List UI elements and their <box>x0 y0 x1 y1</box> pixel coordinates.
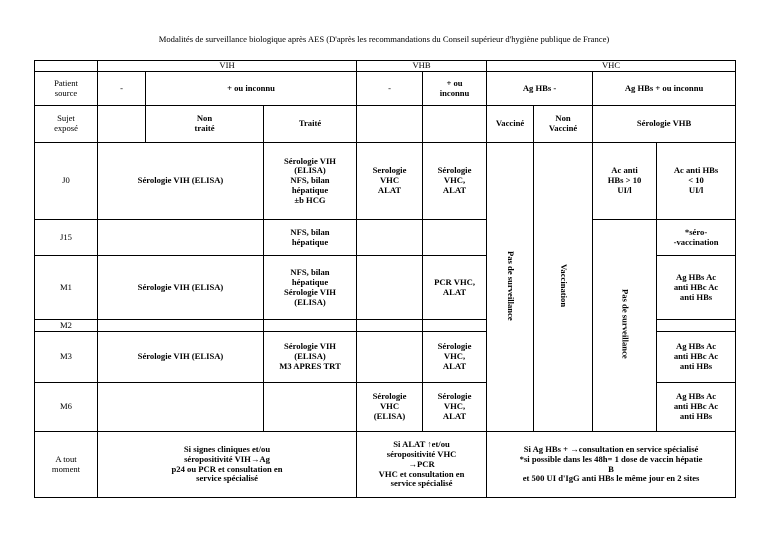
sujet-empty-3 <box>423 106 487 143</box>
sujet-expose-label: Sujet exposé <box>35 106 98 143</box>
j0-vhb-positive: Sérologie VHC, ALAT <box>423 143 487 220</box>
header-vih: VIH <box>98 61 357 72</box>
m1-ac-anti-hbs-inf: Ag HBs Ac anti HBc Ac anti HBs <box>657 256 736 320</box>
j15-vih-traite: NFS, bilan hépatique <box>264 220 357 256</box>
surveillance-table <box>34 60 736 498</box>
row-label-m2: M2 <box>35 320 98 332</box>
m6-vhb-negative: Sérologie VHC (ELISA) <box>357 382 423 431</box>
sujet-empty-1 <box>98 106 146 143</box>
j15-vhb-positive-empty <box>423 220 487 256</box>
m2-vih-empty <box>98 320 264 332</box>
row-label-a-tout-moment: A tout moment <box>35 432 98 498</box>
sujet-traite: Traité <box>264 106 357 143</box>
j0-ac-anti-hbs-inf: Ac anti HBs < 10 UI/l <box>657 143 736 220</box>
row-label-m1: M1 <box>35 256 98 320</box>
j0-vih-serologie: Sérologie VIH (ELISA) <box>98 143 264 220</box>
row-label-j15: J15 <box>35 220 98 256</box>
j15-ac-anti-hbs-inf: *séro- -vaccination <box>657 220 736 256</box>
j0-ac-anti-hbs-sup: Ac anti HBs > 10 UI/l <box>593 143 657 220</box>
tout-vhb-note: Si ALAT ↑et/ou séropositivité VHC →PCR VHC et consultation en service spécialisé <box>357 432 487 498</box>
m2-vhb-positive-empty <box>423 320 487 332</box>
page-title: Modalités de surveillance biologique après AES (D'après les recommandations du Conseil supérieur d'hygiène publique de France) <box>158 34 610 44</box>
vhc-ac-sup-no-surveillance: Pas de surveillance <box>593 220 657 432</box>
sujet-empty-2 <box>357 106 423 143</box>
m3-vhb-positive: Sérologie VHC, ALAT <box>423 332 487 382</box>
m1-vih-serologie: Sérologie VIH (ELISA) <box>98 256 264 320</box>
m3-vih-traite: Sérologie VIH (ELISA) M3 APRES TRT <box>264 332 357 382</box>
row-label-m3: M3 <box>35 332 98 382</box>
j0-vih-traite: Sérologie VIH (ELISA) NFS, bilan hépatique ±b HCG <box>264 143 357 220</box>
j15-vih-empty <box>98 220 264 256</box>
vhc-vaccine-no-surveillance: Pas de surveillance <box>487 143 534 432</box>
m1-vih-traite: NFS, bilan hépatique Sérologie VIH (ELISA) <box>264 256 357 320</box>
m6-vhb-positive: Sérologie VHC, ALAT <box>423 382 487 431</box>
patient-vih-negative: - <box>98 72 146 106</box>
m3-ac-anti-hbs-inf: Ag HBs Ac anti HBc Ac anti HBs <box>657 332 736 382</box>
sujet-non-traite: Non traité <box>146 106 264 143</box>
patient-vhb-negative: - <box>357 72 423 106</box>
m2-traite-empty <box>264 320 357 332</box>
j15-vhb-negative-empty <box>357 220 423 256</box>
patient-vhc-positive: Ag HBs + ou inconnu <box>593 72 736 106</box>
sujet-non-vaccine: Non Vacciné <box>534 106 593 143</box>
header-vhc: VHC <box>487 61 736 72</box>
header-empty <box>35 61 98 72</box>
tout-vih-note: Si signes cliniques et/ou séropositivité VIH→Ag p24 ou PCR et consultation en service spécialisé <box>98 432 357 498</box>
m1-vhb-positive: PCR VHC, ALAT <box>423 256 487 320</box>
header-vhb: VHB <box>357 61 487 72</box>
row-label-m6: M6 <box>35 382 98 431</box>
patient-source-label: Patient source <box>35 72 98 106</box>
sujet-vaccine: Vacciné <box>487 106 534 143</box>
m3-vhb-negative-empty <box>357 332 423 382</box>
m3-vih-serologie: Sérologie VIH (ELISA) <box>98 332 264 382</box>
patient-vhb-positive: + ou inconnu <box>423 72 487 106</box>
patient-vhc-negative: Ag HBs - <box>487 72 593 106</box>
tout-vhc-note: Si Ag HBs + →consultation en service spécialisé *si possible dans les 48h= 1 dose de vaccin hépatie B et 500 UI d'IgG anti HBs le même jour en 2 sites <box>487 432 736 498</box>
m6-vih-empty <box>98 382 264 431</box>
j0-vhb-negative: Serologie VHC ALAT <box>357 143 423 220</box>
m6-ac-anti-hbs-inf: Ag HBs Ac anti HBc Ac anti HBs <box>657 382 736 431</box>
sujet-serologie-vhb: Sérologie VHB <box>593 106 736 143</box>
m2-vhb-negative-empty <box>357 320 423 332</box>
patient-vih-positive: + ou inconnu <box>146 72 357 106</box>
m6-traite-empty <box>264 382 357 431</box>
m2-ac-inf-empty <box>657 320 736 332</box>
row-label-j0: J0 <box>35 143 98 220</box>
m1-vhb-negative-empty <box>357 256 423 320</box>
vhc-non-vaccine-vaccination: Vaccination <box>534 143 593 432</box>
